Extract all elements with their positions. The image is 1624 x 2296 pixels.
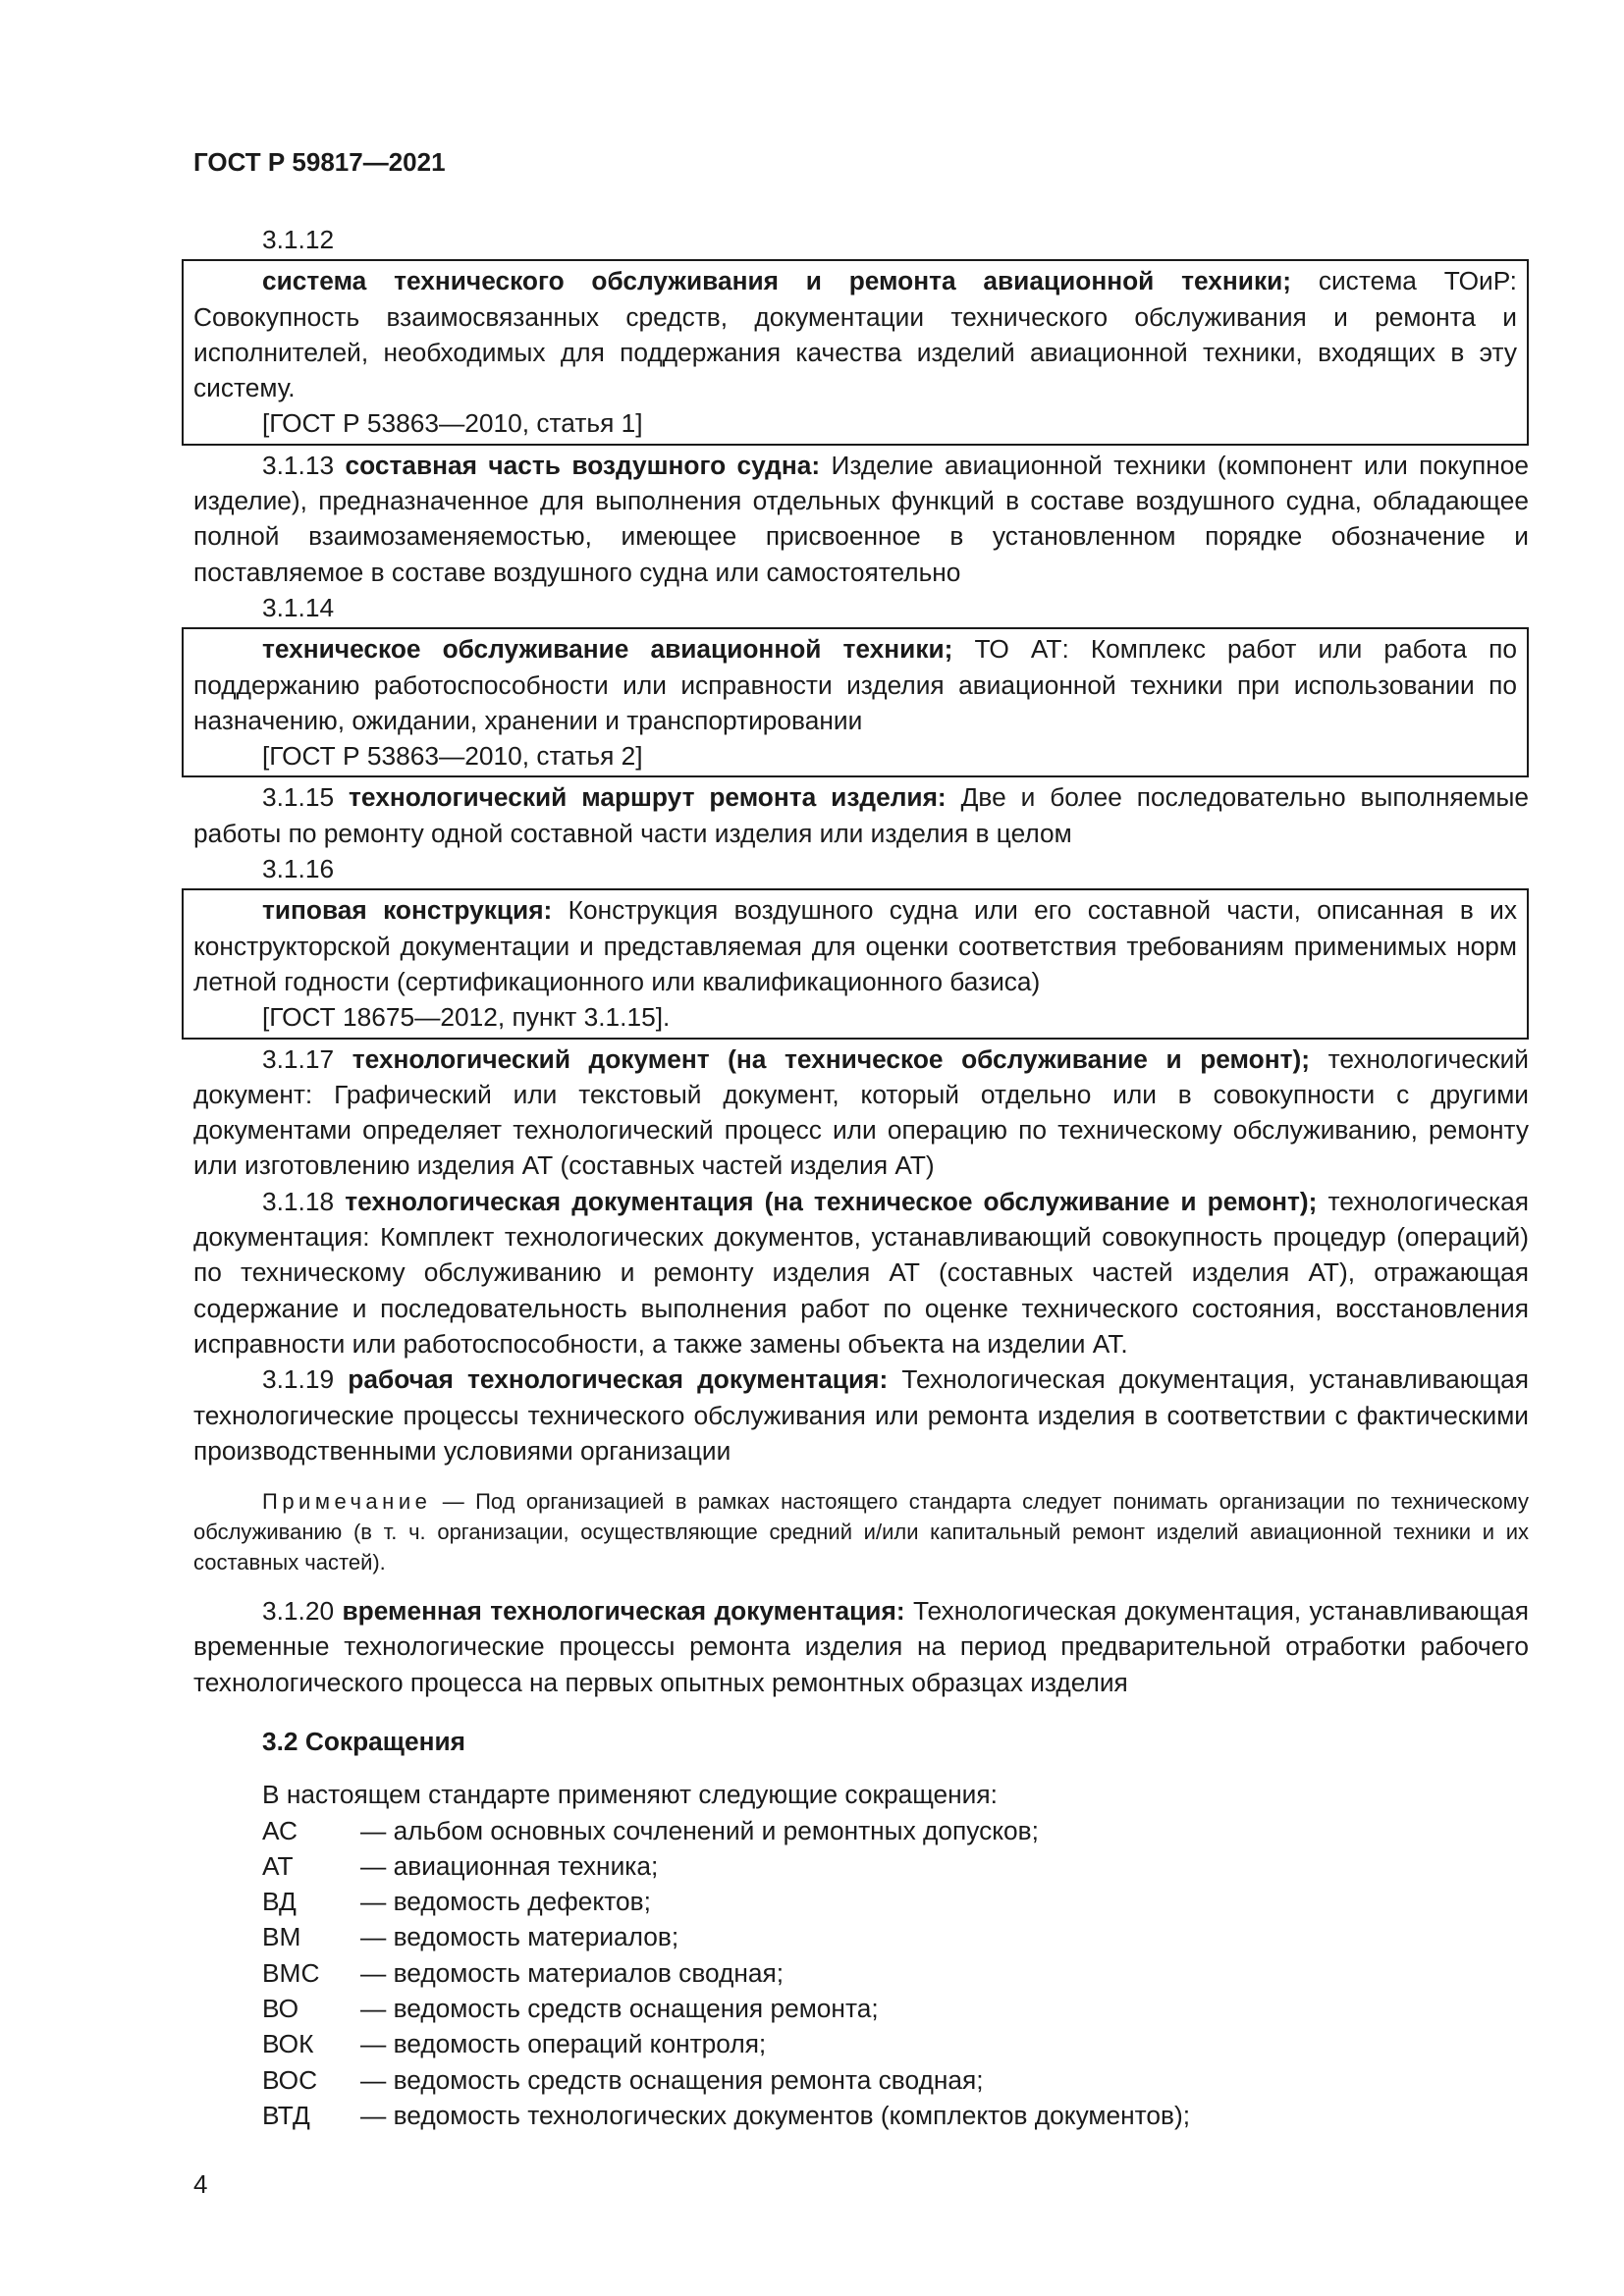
- abbr-definition: — ведомость дефектов;: [360, 1887, 651, 1917]
- term: временная технологическая документация:: [342, 1596, 905, 1627]
- term: технологический маршрут ремонта изделия:: [349, 782, 947, 813]
- boxed-definition: [182, 627, 1529, 777]
- definition-text: 3.1.17 технологический документ (на техническое обслуживание и ремонт); технологический документ: Графический или текстовый документ, который отдельно или в совокупности с другими документами определяет технологический процесс или операцию по техническому обслуживанию, ремонту или изготовлению изделия АТ (составных частей изделия АТ): [193, 1043, 1529, 1181]
- abbr-code: ВД: [262, 1887, 297, 1917]
- definition-text: 3.1.13 составная часть воздушного судна: Изделие авиационной техники (компонент или покупное изделие), предназначенное для выполнения отдельных функций в составе воздушного судна, обладающее полной взаимозаменяемостью, имеющее присвоенное в установленном порядке обозначение и поставляемое в составе воздушного судна или самостоятельно: [193, 450, 1529, 587]
- term: технологический документ (на техническое обслуживание и ремонт);: [352, 1043, 1310, 1074]
- abbr-definition: — авиационная техника;: [360, 1850, 659, 1881]
- page-number: 4: [193, 2169, 208, 2199]
- abbreviations-intro: В настоящем стандарте применяют следующие сокращения:: [262, 1780, 998, 1810]
- abbr-definition: — ведомость материалов;: [360, 1922, 679, 1952]
- abbr-code: ВМ: [262, 1922, 301, 1952]
- abbr-definition: — ведомость технологических документов (комплектов документов);: [360, 2100, 1191, 2130]
- definition-source: [ГОСТ Р 53863—2010, статья 1]: [262, 408, 643, 439]
- abbr-code: АС: [262, 1815, 298, 1845]
- boxed-definition: [182, 259, 1529, 445]
- list-item: [193, 1813, 1529, 1848]
- list-item: [193, 2026, 1529, 2061]
- term: технологическая документация (на техническое обслуживание и ремонт);: [345, 1186, 1318, 1216]
- boxed-definition: [182, 888, 1529, 1039]
- list-item: [193, 2062, 1529, 2098]
- note-text: — Под организацией в рамках настоящего стандарта следует понимать организации по техническому обслуживанию (в т. ч. организации, осуществляющие средний и/или капитальный ремонт изделий авиационной техники и их составных частей).: [193, 1489, 1529, 1575]
- abbr-definition: — ведомость материалов сводная;: [360, 1957, 785, 1988]
- term: типовая конструкция:: [262, 895, 553, 926]
- abbr-code: ВМС: [262, 1957, 320, 1988]
- definition-text: 3.1.15 технологический маршрут ремонта изделия: Две и более последовательно выполняемые работы по ремонту одной составной части изделия или изделия в целом: [193, 782, 1529, 848]
- document-body: [193, 222, 1529, 2133]
- definition-text: 3.1.20 временная технологическая документация: Технологическая документация, устанавливающая временные технологические процессы ремонта изделия на период предварительной отработки рабочего технологического процесса на первых опытных ремонтных образцах изделия: [193, 1596, 1529, 1697]
- abbreviations-list: [193, 1813, 1529, 2134]
- list-item: [193, 1884, 1529, 1919]
- definition-text: система технического обслуживания и ремонта авиационной техники; система ТОиР: Совокупность взаимосвязанных средств, документации технического обслуживания и ремонта и исполнителей, необходимых для поддержания качества изделий авиационной техники, входящих в эту систему.: [193, 266, 1517, 403]
- standard-header: ГОСТ Р 59817—2021: [193, 147, 446, 177]
- definition-text: типовая конструкция: Конструкция воздушного судна или его составной части, описанная в их конструкторской документации и представляемая для оценки соответствия требованиям применимых норм летной годности (сертификационного или квалификационного базиса): [193, 895, 1517, 996]
- term: система технического обслуживания и ремонта авиационной техники;: [262, 266, 1292, 296]
- definition-source: [ГОСТ 18675—2012, пункт 3.1.15].: [262, 1002, 671, 1033]
- note: [193, 1486, 1529, 1577]
- definition-text: 3.1.19 рабочая технологическая документация: Технологическая документация, устанавливающая технологические процессы технического обслуживания или ремонта изделия в соответствии с фактическими производственными условиями организации: [193, 1364, 1529, 1466]
- note-label: Примечание: [262, 1489, 432, 1515]
- term: рабочая технологическая документация:: [348, 1364, 889, 1395]
- list-item: [193, 1919, 1529, 1954]
- section-title: 3.2 Сокращения: [262, 1726, 465, 1756]
- list-item: [193, 2098, 1529, 2133]
- definition-text: техническое обслуживание авиационной техники; ТО АТ: Комплекс работ или работа по поддержанию работоспособности или исправности изделия авиационной техники при использовании по назначению, ожидании, хранении и транспортировании: [193, 634, 1517, 735]
- abbr-code: АТ: [262, 1850, 294, 1881]
- list-item: [193, 1955, 1529, 1991]
- definition-text: 3.1.18 технологическая документация (на техническое обслуживание и ремонт); технологическая документация: Комплект технологических документов, устанавливающий совокупность процедур (операций) по техническому обслуживанию и ремонту изделия АТ (составных частей изделия АТ), отражающая содержание и последовательность выполнения работ по оценке технического состояния, восстановления исправности или работоспособности, а также замены объекта на изделии АТ.: [193, 1186, 1529, 1359]
- list-item: [193, 1991, 1529, 2026]
- term: составная часть воздушного судна:: [345, 450, 821, 480]
- entry-number: 3.1.12: [262, 225, 335, 254]
- entry-number: 3.1.14: [262, 592, 335, 622]
- definition-source: [ГОСТ Р 53863—2010, статья 2]: [262, 741, 643, 772]
- abbr-definition: — ведомость средств оснащения ремонта сводная;: [360, 2064, 984, 2095]
- term: техническое обслуживание авиационной техники;: [262, 634, 953, 665]
- abbr-code: ВОС: [262, 2064, 318, 2095]
- abbr-code: ВОК: [262, 2029, 314, 2059]
- list-item: [193, 1848, 1529, 1884]
- abbr-code: ВО: [262, 1994, 299, 2024]
- abbr-definition: — ведомость операций контроля;: [360, 2029, 767, 2059]
- entry-number: 3.1.16: [262, 854, 335, 884]
- abbr-definition: — ведомость средств оснащения ремонта;: [360, 1994, 879, 2024]
- abbr-definition: — альбом основных сочленений и ремонтных допусков;: [360, 1815, 1039, 1845]
- abbr-code: ВТД: [262, 2100, 310, 2130]
